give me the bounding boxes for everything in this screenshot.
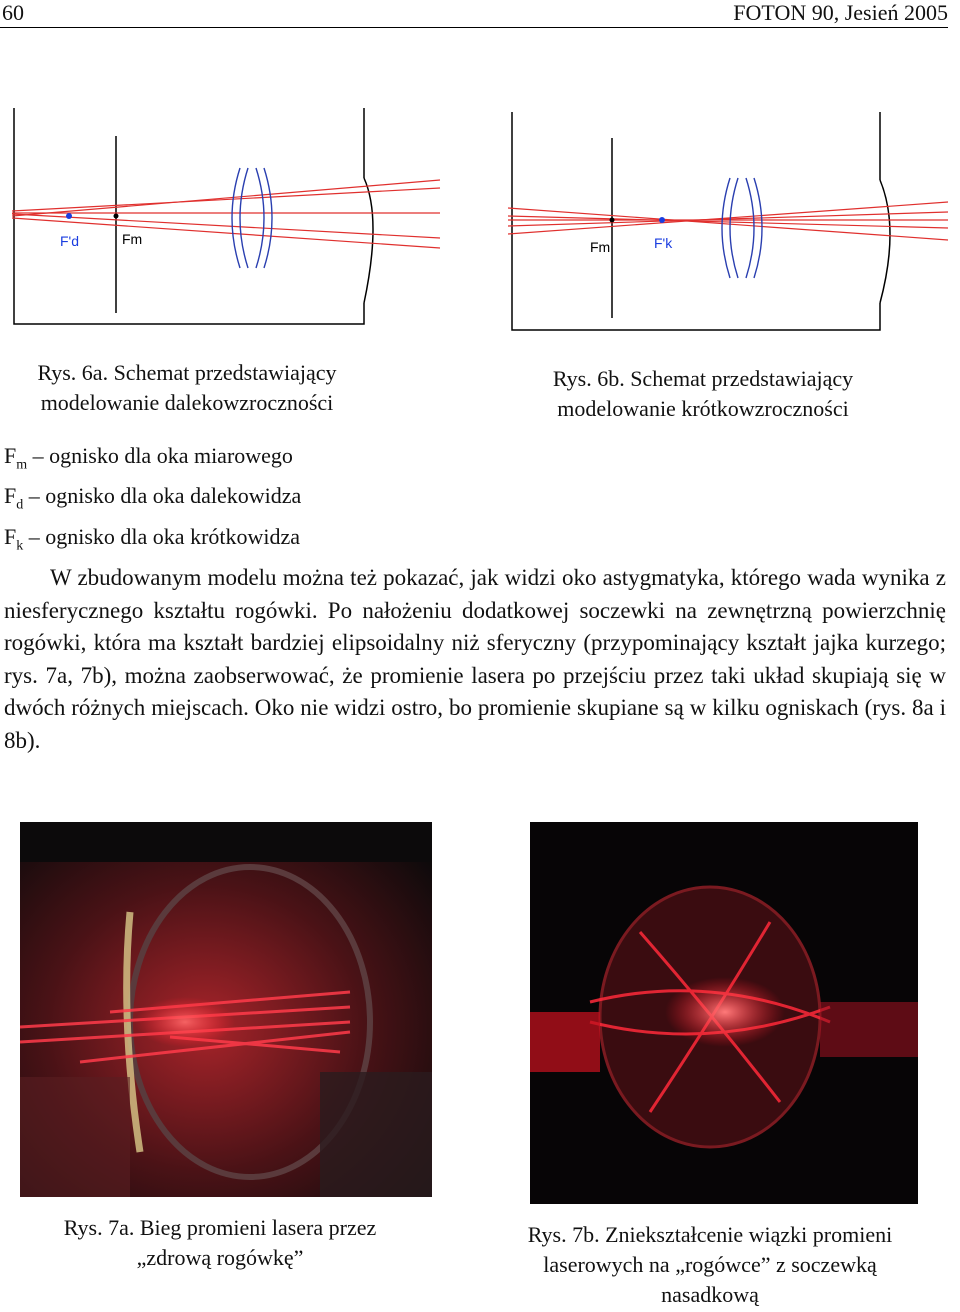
label-fd: F'd <box>60 233 80 249</box>
figure-7a-caption <box>20 1213 420 1273</box>
figure-7b-photo <box>530 822 918 1204</box>
figure-6a-diagram <box>12 108 442 333</box>
figure-6b-caption <box>508 364 898 424</box>
legend-item-fd: $F_d$ – ognisko dla oka dalekowidza <box>4 483 302 513</box>
label-fm-6a: Fm <box>122 231 143 247</box>
figure-7b-caption-line3: nasadkową <box>661 1282 759 1307</box>
figure-6b-diagram <box>508 108 956 336</box>
figure-6a-caption-line2: modelowanie dalekowzroczności <box>40 390 334 415</box>
legend-item-fk: $F_k$ – ognisko dla oka krótkowidza <box>4 523 301 554</box>
label-fm-6b: Fm <box>590 239 611 255</box>
figure-6b-caption-line1: Rys. 6b. Schemat przedstawiający <box>552 366 854 391</box>
body-paragraph: W zbudowanym modelu można też pokazać, jak widzi oko astygmatyka, którego wada wynika z niesferycznego kształtu rogówki. Po nałożeniu dodatkowej soczewki na zewnętrzną powierzchnię rogówki, która ma kształt bardziej elipsoidalny niż sferyczny (przypominający kształt jajka kurzego; rys. 7a, 7b), można zaobserwować, że promienie lasera po przejściu przez taki układ skupiają się w dwóch różnych miejscach. Oko nie widzi ostro, bo promienie skupiane są w kilku ogniskach (rys. 8a i 8b). <box>4 565 946 753</box>
figure-7a-caption-line2: „zdrową rogówkę” <box>136 1245 304 1270</box>
journal-header: FOTON 90, Jesień 2005 <box>733 0 948 25</box>
figure-6a-caption <box>2 358 372 418</box>
figure-6b-caption-line2: modelowanie krótkowzroczności <box>557 396 849 421</box>
label-fk: F'k <box>654 235 673 251</box>
focus-legend <box>4 440 301 561</box>
header-rule <box>0 27 948 28</box>
figure-7b-caption-line1: Rys. 7b. Zniekształcenie wiązki promieni <box>527 1222 893 1247</box>
figure-7b-caption <box>480 1220 940 1310</box>
figure-7a-caption-line1: Rys. 7a. Bieg promieni lasera przez <box>63 1215 377 1240</box>
figure-6a-caption-line1: Rys. 6a. Schemat przedstawiający <box>37 360 337 385</box>
figure-7a-photo <box>20 822 432 1197</box>
legend-item-fm: $F_m$ – ognisko dla oka miarowego <box>4 443 293 473</box>
page-number: 60 <box>2 0 24 25</box>
figure-7b-caption-line2: laserowych na „rogówce” z soczewką <box>543 1252 877 1277</box>
